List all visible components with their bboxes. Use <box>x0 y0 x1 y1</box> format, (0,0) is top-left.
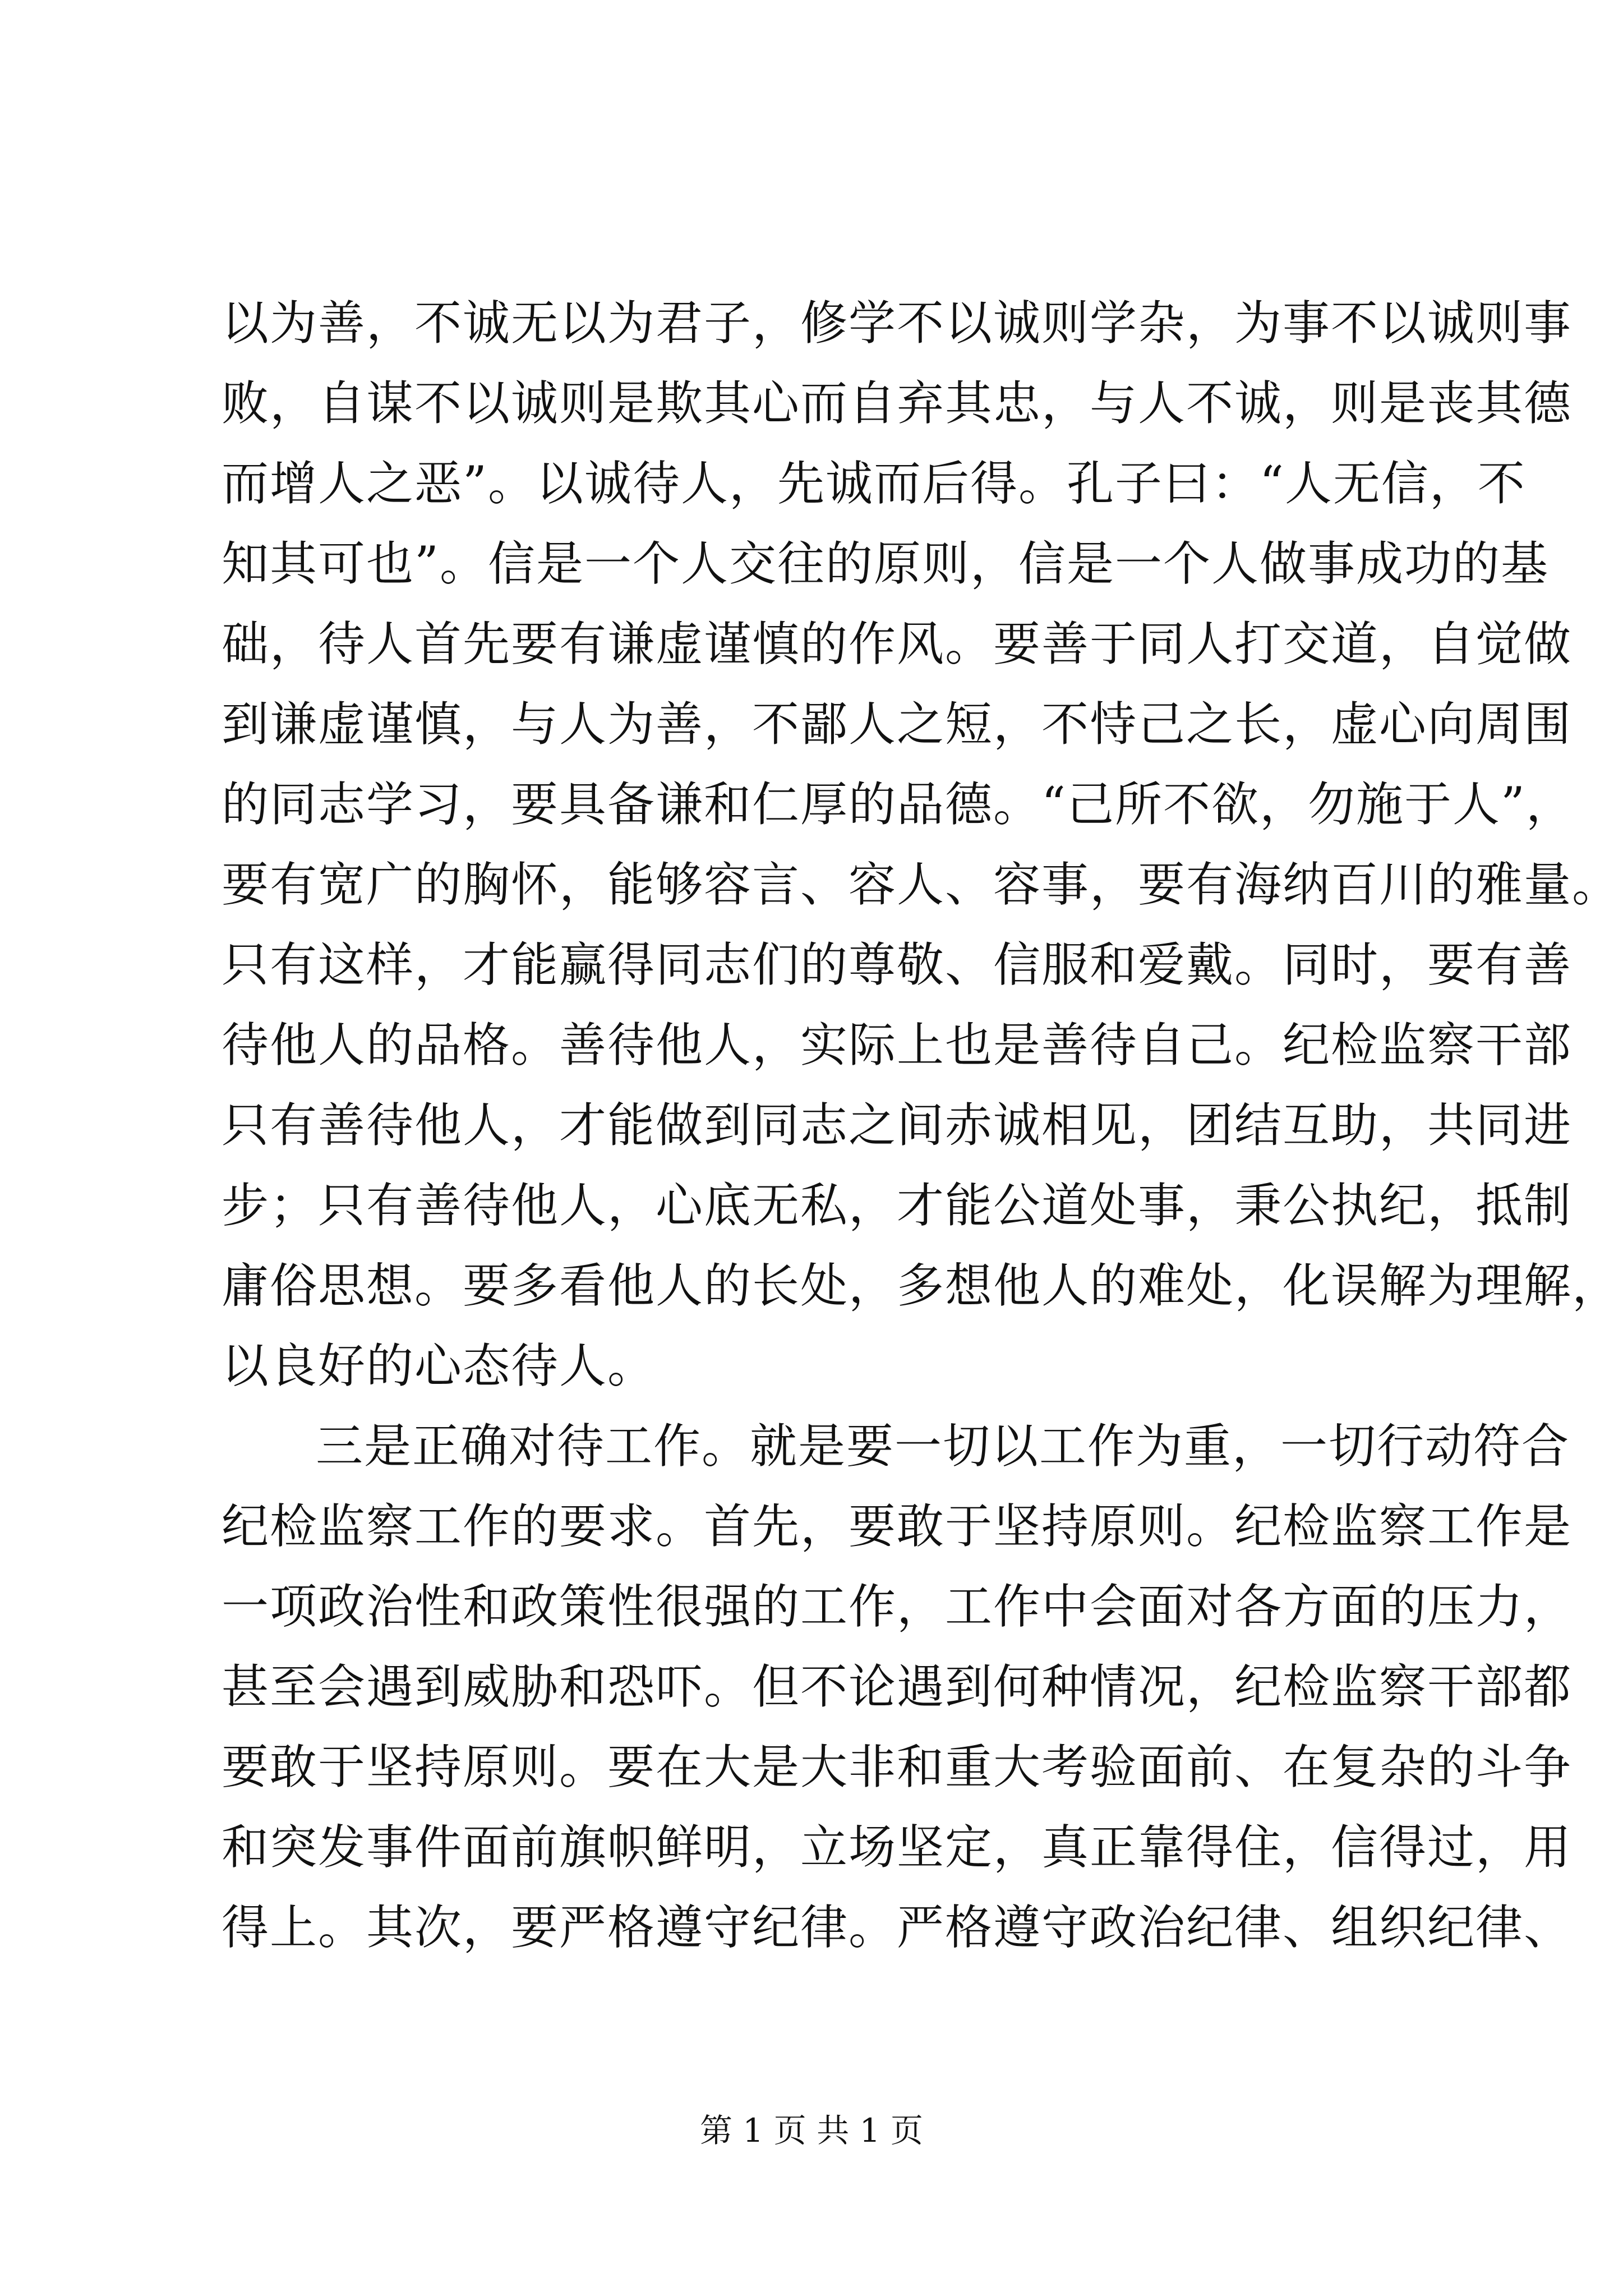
text-line: 庸俗思想。要多看他人的长处，多想他人的难处，化误解为理解， <box>222 1258 1621 1313</box>
text-line: 败，自谋不以诚则是欺其心而自弃其忠，与人不诚，则是丧其德 <box>222 376 1573 431</box>
text-line: 以良好的心态待人。 <box>222 1338 656 1393</box>
text-line: 要有宽广的胸怀，能够容言、容人、容事，要有海纳百川的雅量。 <box>222 857 1621 912</box>
text-line: 甚至会遇到威胁和恐吓。但不论遇到何种情况，纪检监察干部都 <box>222 1659 1573 1714</box>
text-line: 待他人的品格。善待他人，实际上也是善待自己。纪检监察干部 <box>222 1018 1573 1073</box>
text-line: 只有善待他人，才能做到同志之间赤诚相见，团结互助，共同进 <box>222 1098 1573 1153</box>
page-footer: 第 1 页 共 1 页 <box>700 2111 923 2150</box>
text-line: 的同志学习，要具备谦和仁厚的品德。“己所不欲，勿施于人”， <box>222 777 1574 832</box>
text-line: 础，待人首先要有谦虚谨慎的作风。要善于同人打交道，自觉做 <box>222 616 1573 671</box>
text-line: 得上。其次，要严格遵守纪律。严格遵守政治纪律、组织纪律、 <box>222 1900 1573 1955</box>
text-line: 到谦虚谨慎，与人为善，不鄙人之短，不恃己之长，虚心向周围 <box>222 697 1573 752</box>
text-line: 步；只有善待他人，心底无私，才能公道处事，秉公执纪，抵制 <box>222 1178 1573 1233</box>
text-line: 要敢于坚持原则。要在大是大非和重大考验面前、在复杂的斗争 <box>222 1740 1573 1795</box>
text-line: 知其可也”。信是一个人交往的原则，信是一个人做事成功的基 <box>222 536 1549 591</box>
text-line: 一项政治性和政策性很强的工作，工作中会面对各方面的压力， <box>222 1579 1573 1634</box>
paragraph-first-line: 三是正确对待工作。就是要一切以工作为重，一切行动符合 <box>316 1419 1570 1474</box>
text-line: 纪检监察工作的要求。首先，要敢于坚持原则。纪检监察工作是 <box>222 1499 1573 1554</box>
text-line: 以为善，不诚无以为君子，修学不以诚则学杂，为事不以诚则事 <box>222 296 1573 351</box>
body-text <box>222 283 1621 1968</box>
text-line: 而增人之恶”。以诚待人，先诚而后得。孔子曰：“人无信，不 <box>222 456 1526 511</box>
text-line: 和突发事件面前旗帜鲜明，立场坚定，真正靠得住，信得过，用 <box>222 1820 1573 1875</box>
text-line: 只有这样，才能赢得同志们的尊敬、信服和爱戴。同时，要有善 <box>222 937 1573 992</box>
